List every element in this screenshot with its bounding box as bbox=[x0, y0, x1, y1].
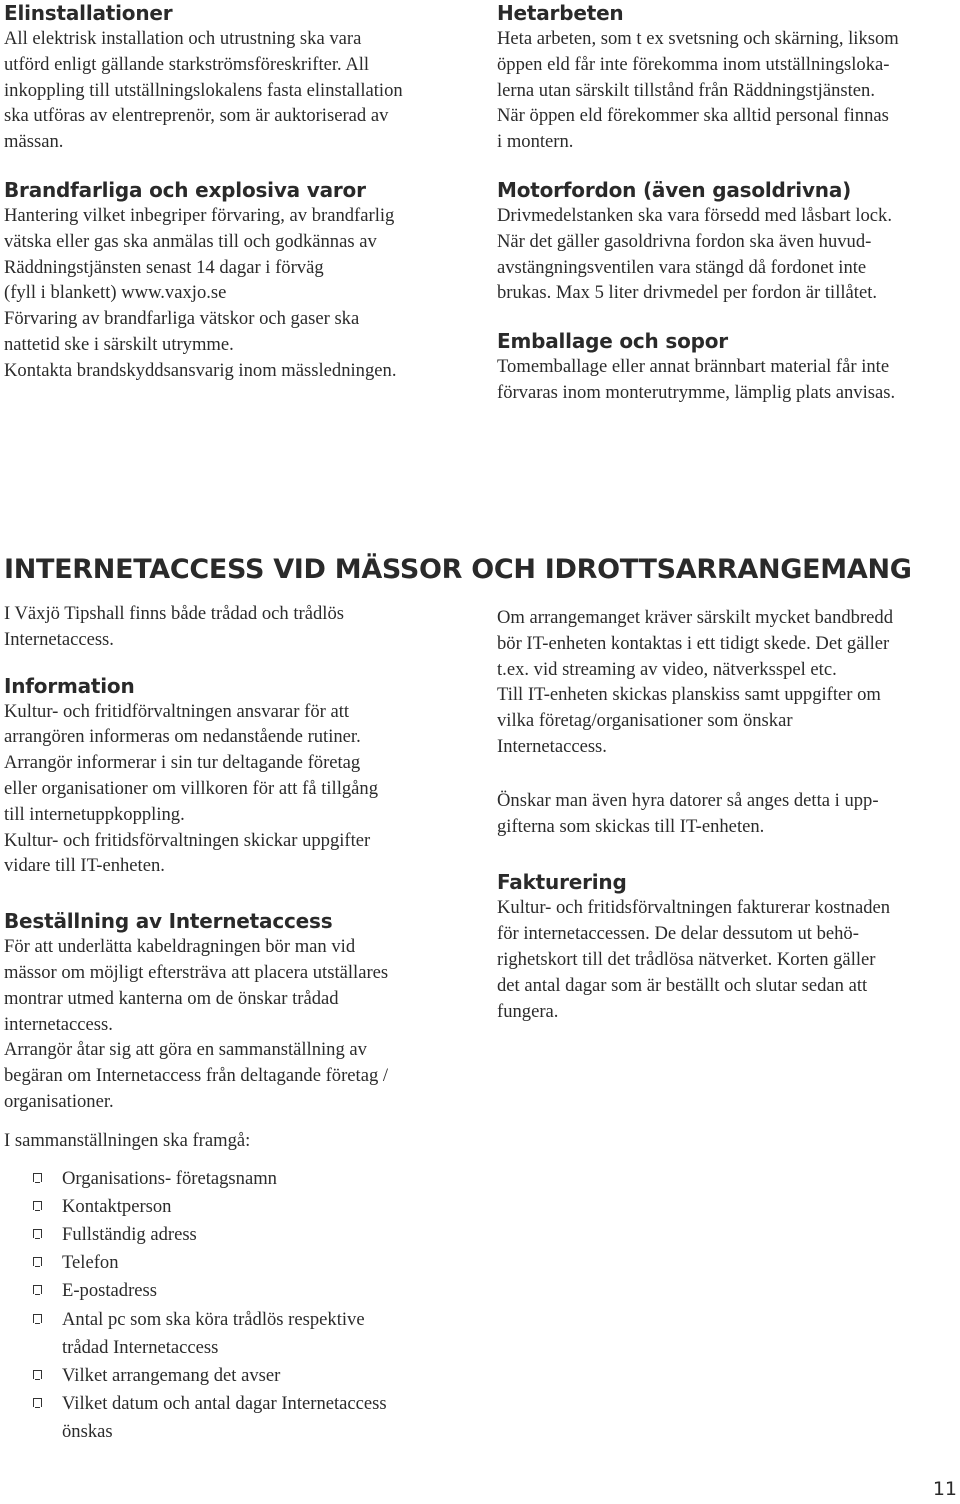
text-line: nattetid ske i särskilt utrymme. bbox=[4, 333, 234, 355]
brandfarliga-body bbox=[4, 203, 466, 384]
sammanstallning-intro: I sammanställningen ska framgå: bbox=[4, 1129, 251, 1151]
fakturering-heading: Fakturering bbox=[497, 870, 627, 895]
elinstallationer-heading: Elinstallationer bbox=[4, 1, 173, 25]
list-item: Fullständig adress bbox=[4, 1221, 466, 1249]
top-right-column bbox=[497, 0, 959, 406]
text-line: vilka företag/organisationer som önskar bbox=[497, 710, 793, 732]
text-line: Kultur- och fritidsförvaltningen skickar uppgifter bbox=[4, 829, 371, 851]
text-line: vätska eller gas ska anmälas till och godkännas av bbox=[4, 230, 377, 252]
list-item: E-postadress bbox=[4, 1277, 466, 1305]
text-line: Räddningstjänsten senast 14 dagar i förväg bbox=[4, 256, 324, 278]
text-line: Arrangör informerar i sin tur deltagande företag bbox=[4, 752, 361, 774]
information-body bbox=[4, 699, 466, 880]
text-line: inkoppling till utställningslokalens fasta elinstallation bbox=[4, 79, 403, 101]
list-item: Organisations- företagsnamn bbox=[4, 1165, 466, 1193]
text-line: utförd enligt gällande starkströmsföreskrifter. All bbox=[4, 53, 370, 75]
text-line: ska utföras av elentreprenör, som är auktoriserad av bbox=[4, 105, 389, 127]
checkbox-bullet-icon bbox=[33, 1201, 42, 1210]
text-line: avstängningsventilen vara stängd då fordonet inte bbox=[497, 256, 867, 278]
datorer-paragraph bbox=[497, 788, 959, 840]
fakturering-body bbox=[497, 895, 959, 1024]
text-line: t.ex. vid streaming av video, nätverksspel etc. bbox=[497, 658, 837, 680]
page-number: 11 bbox=[932, 1478, 957, 1500]
text-line: All elektrisk installation och utrustning ska vara bbox=[4, 28, 362, 49]
text-line: Förvaring av brandfarliga vätskor och gaser ska bbox=[4, 308, 360, 330]
text-line: det antal dagar som är beställt och slutar sedan att bbox=[497, 974, 868, 996]
text-line: Arrangör åtar sig att göra en sammanställning av bbox=[4, 1039, 367, 1061]
text-line: organisationer. bbox=[4, 1090, 114, 1112]
text-line: för internetaccessen. De delar dessutom ut behö- bbox=[497, 923, 859, 945]
internetaccess-heading: INTERNETACCESS VID MÄSSOR OCH IDROTTSARRANGEMANG bbox=[4, 554, 912, 586]
list-item: Vilket arrangemang det avser bbox=[4, 1362, 466, 1390]
text-line: i montern. bbox=[497, 131, 574, 153]
text-line: internetaccess. bbox=[4, 1013, 113, 1035]
text-line: begäran om Internetaccess från deltagande företag / bbox=[4, 1065, 389, 1087]
requirements-list bbox=[4, 1165, 466, 1447]
text-line: Önskar man även hyra datorer så anges detta i upp- bbox=[497, 789, 879, 811]
list-item: Kontaktperson bbox=[4, 1193, 466, 1221]
text-line: (fyll i blankett) www.vaxjo.se bbox=[4, 282, 227, 304]
top-left-column bbox=[4, 0, 466, 384]
hetarbeten-body bbox=[497, 26, 959, 155]
text-line: Kultur- och fritidförvaltningen ansvarar för att bbox=[4, 700, 350, 722]
text-line: Heta arbeten, som t ex svetsning och skärning, liksom bbox=[497, 28, 899, 49]
text-line: För att underlätta kabeldragningen bör man vid bbox=[4, 936, 356, 958]
checkbox-bullet-icon bbox=[33, 1285, 42, 1294]
checkbox-bullet-icon bbox=[33, 1314, 42, 1323]
brandfarliga-heading: Brandfarliga och explosiva varor bbox=[4, 177, 366, 202]
list-item: Vilket datum och antal dagar Internetaccess önskas bbox=[4, 1390, 466, 1446]
bestallning-body bbox=[4, 934, 466, 1115]
bandbredd-paragraph bbox=[497, 605, 959, 760]
text-line: När det gäller gasoldrivna fordon ska även huvud- bbox=[497, 230, 872, 252]
text-line: Kontakta brandskyddsansvarig inom mässledningen. bbox=[4, 359, 397, 381]
text-line: eller organisationer om villkoren för att få tillgång bbox=[4, 777, 378, 799]
bottom-right-column bbox=[497, 605, 959, 1024]
text-line: Internetaccess. bbox=[497, 735, 607, 757]
text-line: montrar utmed kanterna om de önskar trådad bbox=[4, 987, 339, 1009]
text-line: till internetuppkoppling. bbox=[4, 803, 185, 825]
checkbox-bullet-icon bbox=[33, 1173, 42, 1182]
text-line: gifterna som skickas till IT-enheten. bbox=[497, 815, 765, 837]
text-line: Tomemballage eller annat brännbart material får inte bbox=[497, 356, 890, 378]
checkbox-bullet-icon bbox=[33, 1229, 42, 1238]
text-line: Drivmedelstanken ska vara försedd med låsbart lock. bbox=[497, 204, 892, 226]
elinstallationer-body bbox=[4, 26, 466, 155]
text-line: vidare till IT-enheten. bbox=[4, 855, 165, 877]
text-line: När öppen eld förekommer ska alltid personal finnas bbox=[497, 105, 889, 127]
text-line: mässor om möjligt eftersträva att placera utställares bbox=[4, 961, 389, 983]
emballage-body bbox=[497, 354, 959, 406]
information-heading: Information bbox=[4, 673, 135, 698]
text-line: I Växjö Tipshall finns både trådad och trådlös bbox=[4, 603, 344, 624]
bottom-left-column bbox=[4, 601, 466, 1447]
text-line: förvaras inom monterutrymme, lämplig plats anvisas. bbox=[497, 381, 896, 403]
emballage-heading: Emballage och sopor bbox=[497, 329, 728, 354]
checkbox-bullet-icon bbox=[33, 1257, 42, 1266]
motorfordon-body bbox=[497, 203, 959, 306]
text-line: brukas. Max 5 liter drivmedel per fordon är tillåtet. bbox=[497, 282, 878, 304]
text-line: bör IT-enheten kontaktas i ett tidigt skede. Det gäller bbox=[497, 632, 890, 654]
text-line: fungera. bbox=[497, 1000, 559, 1022]
hetarbeten-heading: Hetarbeten bbox=[497, 1, 624, 25]
list-item: Antal pc som ska köra trådlös respektive trådad Internetaccess bbox=[4, 1306, 466, 1362]
text-line: mässan. bbox=[4, 131, 64, 153]
text-line: Internetaccess. bbox=[4, 628, 114, 650]
checkbox-bullet-icon bbox=[33, 1370, 42, 1379]
text-line: öppen eld får inte förekomma inom utställningsloka- bbox=[497, 53, 890, 75]
list-item: Telefon bbox=[4, 1249, 466, 1277]
text-line: Till IT-enheten skickas planskiss samt uppgifter om bbox=[497, 684, 881, 706]
intro-paragraph bbox=[4, 601, 466, 653]
text-line: arrangören informeras om nedanstående rutiner. bbox=[4, 726, 361, 748]
checkbox-bullet-icon bbox=[33, 1398, 42, 1407]
motorfordon-heading: Motorfordon (även gasoldrivna) bbox=[497, 177, 852, 202]
text-line: lerna utan särskilt tillstånd från Räddningstjänsten. bbox=[497, 79, 875, 101]
text-line: righetskort till det trådlösa nätverket. Korten gäller bbox=[497, 948, 876, 970]
text-line: Hantering vilket inbegriper förvaring, av brandfarlig bbox=[4, 204, 395, 226]
bestallning-heading: Beställning av Internetaccess bbox=[4, 909, 333, 934]
text-line: Kultur- och fritidsförvaltningen fakturerar kostnaden bbox=[497, 897, 891, 919]
text-line: Om arrangemanget kräver särskilt mycket bandbredd bbox=[497, 607, 893, 628]
